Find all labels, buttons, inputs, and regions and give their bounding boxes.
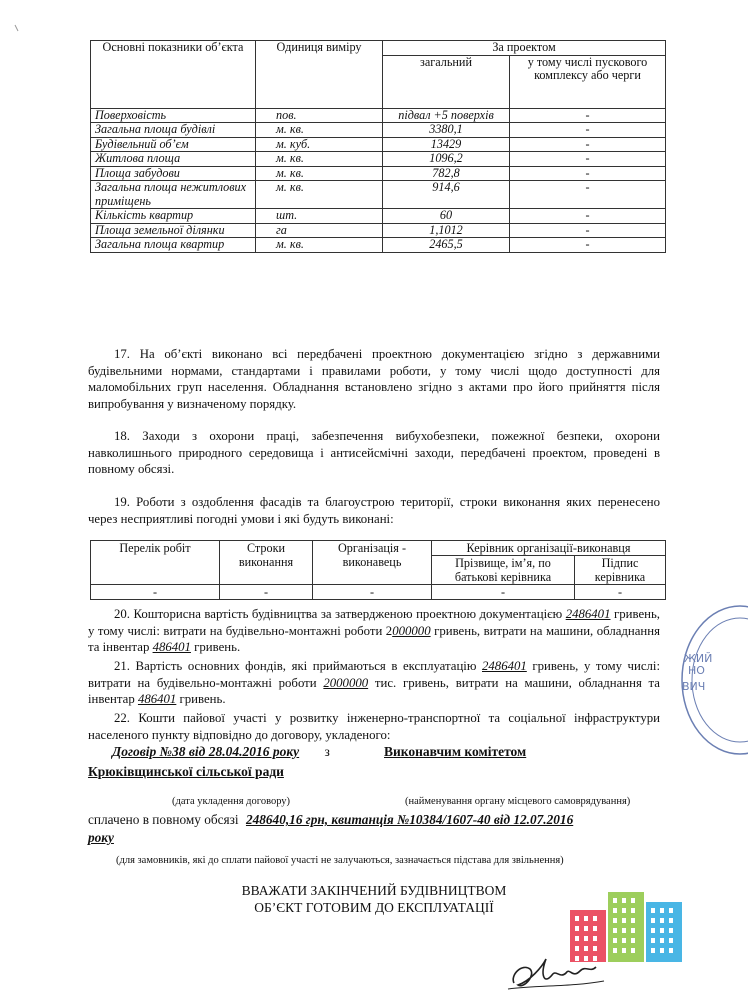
stamp-icon: [678, 600, 748, 760]
signature: [500, 945, 620, 995]
logo-window: [660, 928, 664, 933]
logo-window: [651, 948, 655, 953]
indicator-total: 1,1012: [383, 223, 510, 238]
header-unit: Одиниця виміру: [256, 41, 383, 109]
stamp-text: ЖИЙ: [684, 652, 713, 665]
logo-window: [631, 938, 635, 943]
indicator-total: підвал +5 поверхів: [383, 108, 510, 123]
paragraph-22: 22. Кошти пайової участі у розвитку інженерно-транспортної та соціальної інфраструктури населеного пункту відповідно до договору, укладеного:: [88, 711, 660, 742]
table-row: [91, 123, 666, 138]
logo-window: [613, 908, 617, 913]
indicator-unit: м. куб.: [256, 137, 383, 152]
logo-window: [669, 928, 673, 933]
indicator-unit: м. кв.: [256, 181, 383, 209]
logo-window: [669, 908, 673, 913]
logo-window: [622, 918, 626, 923]
caption-date: (дата укладення договору): [172, 796, 291, 807]
indicator-name: Кількість квартир: [91, 209, 256, 224]
logo-window: [593, 926, 597, 931]
paragraph-17: 17. На об’єкті виконано всі передбачені проектною документацією згідно з державними будівельними нормами, стандартами і правилами роботи, у тому числі щодо доступності для маломобільних груп населення. Обладнання встановлено згідно з актами про його прийняття після випробування у визначеному порядку.: [88, 347, 660, 411]
header-manager: Керівник організації-виконавця: [432, 541, 666, 556]
caption-organ: (найменування органу місцевого самоврядування): [405, 796, 631, 807]
logo-window: [660, 918, 664, 923]
logo-window: [584, 926, 588, 931]
logo-window: [593, 916, 597, 921]
logo-window: [669, 948, 673, 953]
exemption-note: (для замовників, які до сплати пайової участі не залучаються, зазначається підстава для звільнення): [116, 855, 564, 866]
header-indicators: Основні показники об’єкта: [91, 41, 256, 109]
indicator-name: Поверховість: [91, 108, 256, 123]
logo-window: [622, 948, 626, 953]
table-row: [91, 238, 666, 253]
logo-window: [651, 928, 655, 933]
header-stage: у тому числі пускового комплексу або черги: [510, 55, 666, 108]
indicator-unit: м. кв.: [256, 152, 383, 167]
paragraph-19: 19. Роботи з оздоблення фасадів та благоустрою території, строки виконання яких перенесено через несприятливі погодні умови і які будуть виконані:: [88, 495, 660, 526]
indicator-total: 2465,5: [383, 238, 510, 253]
final-decision-line-2: ОБ’ЄКТ ГОТОВИМ ДО ЕКСПЛУАТАЦІЇ: [254, 900, 494, 915]
logo-window: [631, 928, 635, 933]
indicator-stage: -: [510, 238, 666, 253]
indicators-table: [90, 40, 666, 253]
table-row: [91, 223, 666, 238]
logo-window: [584, 936, 588, 941]
indicator-total: 3380,1: [383, 123, 510, 138]
logo-window: [575, 936, 579, 941]
indicator-stage: -: [510, 181, 666, 209]
indicator-stage: -: [510, 108, 666, 123]
works-table: [90, 540, 666, 600]
logo-window: [631, 948, 635, 953]
indicator-total: 13429: [383, 137, 510, 152]
logo-window: [584, 916, 588, 921]
table-row: [91, 166, 666, 181]
paragraph-20: 20. Кошторисна вартість будівництва за затвердженою проектною документацією 2486401 гривень, у тому числі: витрати на будівельно-монтажні роботи 2000000 гривень, витрати на машини, обладнання та інвентар 486401 гривень.: [88, 607, 661, 654]
contract-line: Договір №38 від 28.04.2016 року з Виконавчим комітетом: [112, 744, 527, 759]
indicator-stage: -: [510, 209, 666, 224]
table-row: [91, 137, 666, 152]
indicator-stage: -: [510, 166, 666, 181]
stamp-text: ВИЧ: [682, 680, 706, 693]
header-manager-name: Прізвище, ім’я, по батькові керівника: [432, 556, 575, 585]
logo-window: [669, 938, 673, 943]
indicator-name: Загальна площа будівлі: [91, 123, 256, 138]
table-row: [91, 152, 666, 167]
logo-window: [651, 908, 655, 913]
paid-line: сплачено в повному обсязі 248640,16 грн, квитанція №10384/1607-40 від 12.07.2016: [88, 812, 574, 827]
paragraph-18: 18. Заходи з охорони праці, забезпечення вибухобезпеки, пожежної безпеки, охорони навколишнього природного середовища і антисейсмічні заходи, передбачені проектом, проведені в повному обсязі.: [88, 429, 660, 476]
logo-window: [651, 918, 655, 923]
logo-window: [593, 936, 597, 941]
indicator-total: 782,8: [383, 166, 510, 181]
indicators-body: [91, 108, 666, 252]
logo-window: [613, 918, 617, 923]
logo-window: [613, 898, 617, 903]
logo-window: [622, 928, 626, 933]
indicator-name: Загальна площа квартир: [91, 238, 256, 253]
logo-window: [575, 916, 579, 921]
indicator-unit: м. кв.: [256, 123, 383, 138]
logo-window: [622, 908, 626, 913]
header-works: Перелік робіт: [91, 541, 220, 585]
header-manager-signature: Підпис керівника: [575, 556, 666, 585]
organization-line: Крюківщинської сільської ради: [88, 764, 284, 779]
final-decision-line-1: ВВАЖАТИ ЗАКІНЧЕНИЙ БУДІВНИЦТВОМ: [241, 883, 507, 898]
indicator-name: Будівельний об’єм: [91, 137, 256, 152]
indicator-name: Площа забудови: [91, 166, 256, 181]
indicator-name: Площа земельної ділянки: [91, 223, 256, 238]
paragraph-21: 21. Вартість основних фондів, які приймаються в експлуатацію 2486401 гривень, у тому числі: витрати на будівельно-монтажні роботи 2000000 тис. гривень, витрати на машини, обладнання та інвентар 486401 гривень.: [88, 659, 660, 706]
logo-window: [660, 938, 664, 943]
logo-window: [631, 898, 635, 903]
logo-window: [651, 938, 655, 943]
indicator-total: 1096,2: [383, 152, 510, 167]
scan-mark: [14, 24, 20, 32]
logo-window: [575, 926, 579, 931]
indicator-unit: га: [256, 223, 383, 238]
indicator-unit: пов.: [256, 108, 383, 123]
indicator-name: Житлова площа: [91, 152, 256, 167]
stamp-text: НО: [688, 664, 705, 677]
table-row: [91, 209, 666, 224]
indicator-name: Загальна площа нежитлових приміщень: [91, 181, 256, 209]
indicator-unit: м. кв.: [256, 166, 383, 181]
logo-window: [660, 948, 664, 953]
logo-window: [631, 918, 635, 923]
paid-line-2: року: [88, 830, 114, 845]
logo-window: [669, 918, 673, 923]
header-contractor: Організація - виконавець: [313, 541, 432, 585]
header-total: загальний: [383, 55, 510, 108]
header-project: За проектом: [383, 41, 666, 56]
table-row: - - - - -: [91, 585, 666, 600]
indicator-stage: -: [510, 123, 666, 138]
header-terms: Строки виконання: [220, 541, 313, 585]
indicator-unit: м. кв.: [256, 238, 383, 253]
indicator-total: 60: [383, 209, 510, 224]
indicator-stage: -: [510, 152, 666, 167]
logo-window: [613, 938, 617, 943]
indicator-stage: -: [510, 137, 666, 152]
indicator-unit: шт.: [256, 209, 383, 224]
indicator-total: 914,6: [383, 181, 510, 209]
table-row: [91, 108, 666, 123]
indicator-stage: -: [510, 223, 666, 238]
table-row: [91, 181, 666, 209]
logo-window: [622, 898, 626, 903]
logo-window: [660, 908, 664, 913]
logo-window: [622, 938, 626, 943]
logo-window: [613, 928, 617, 933]
logo-window: [631, 908, 635, 913]
